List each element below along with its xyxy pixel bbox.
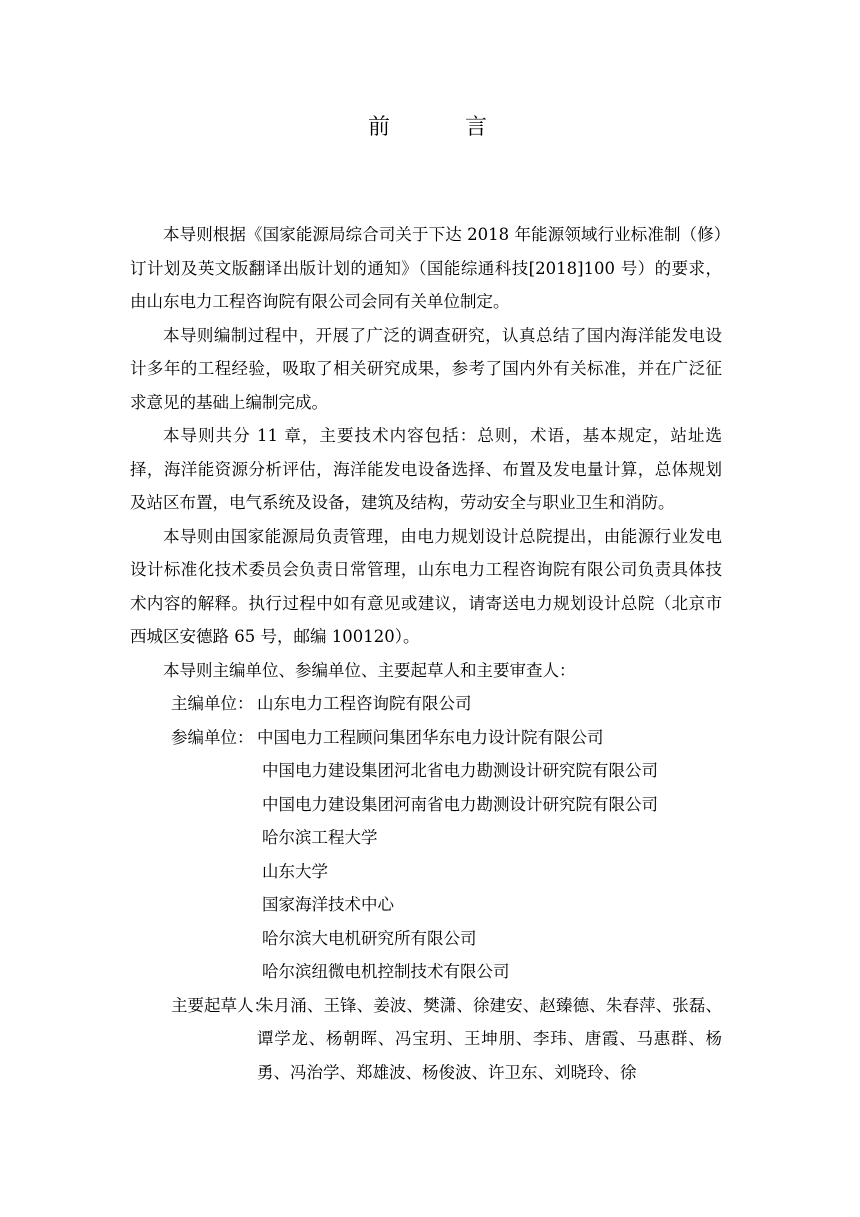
paragraph-3: 本导则共分 11 章，主要技术内容包括：总则，术语，基本规定，站址选择，海洋能资源分析评估，海洋能发电设备选择、布置及发电量计算，总体规划及站区布置，电气系统及设备，建筑及结构，劳动安全与职业卫生和消防。 bbox=[130, 426, 722, 512]
drafters-label: 主要起草人： bbox=[171, 995, 270, 1015]
title-char-1: 前 bbox=[368, 115, 391, 140]
participant-unit: 国家海洋技术中心 bbox=[262, 895, 394, 914]
participant-unit: 哈尔滨纽微电机控制技术有限公司 bbox=[262, 962, 510, 981]
paragraph-4: 本导则由国家能源局负责管理，由电力规划设计总院提出，由能源行业发电设计标准化技术委员会负责日常管理，山东电力工程咨询院有限公司负责具体技术内容的解释。执行过程中如有意见或建议，请寄送电力规划设计总院（北京市西城区安德路 65 号，邮编 100120）。 bbox=[130, 526, 722, 646]
drafters-names: 朱月涌、王锋、姜波、樊潇、徐建安、赵臻德、朱春萍、张磊、谭学龙、杨朝晖、冯宝玥、王坤朋、李玮、唐霞、马惠群、杨勇、冯治学、郑雄波、杨俊波、许卫东、刘晓玲、徐 bbox=[257, 995, 722, 1082]
participant-unit: 中国电力建设集团河北省电力勘测设计研究院有限公司 bbox=[262, 761, 658, 780]
document-body bbox=[130, 218, 722, 1089]
paragraph-2: 本导则编制过程中，开展了广泛的调查研究，认真总结了国内海洋能发电设计多年的工程经验，吸取了相关研究成果，参考了国内外有关标准，并在广泛征求意见的基础上编制完成。 bbox=[130, 325, 722, 412]
units-intro: 本导则主编单位、参编单位、主要起草人和主要审查人： bbox=[163, 660, 576, 680]
participants-list bbox=[130, 754, 722, 989]
participant-unit: 中国电力建设集团河南省电力勘测设计研究院有限公司 bbox=[262, 794, 658, 814]
paragraph-1: 本导则根据《国家能源局综合司关于下达 2018 年能源领域行业标准制（修）订计划及英文版翻译出版计划的通知》（国能综通科技[2018]100 号）的要求，由山东电力工程咨询院有限公司会同有关单位制定。 bbox=[130, 225, 722, 311]
chief-editor-label: 主编单位： bbox=[171, 694, 254, 713]
drafters-row bbox=[130, 989, 722, 1090]
participants-label: 参编单位： bbox=[171, 727, 254, 747]
title-char-2: 言 bbox=[465, 115, 488, 140]
participant-unit: 山东大学 bbox=[262, 861, 328, 881]
participant-unit: 中国电力工程顾问集团华东电力设计院有限公司 bbox=[257, 727, 604, 747]
participant-unit: 哈尔滨大电机研究所有限公司 bbox=[262, 928, 477, 948]
chief-editor-row bbox=[130, 687, 722, 721]
participants-row bbox=[130, 721, 722, 755]
participant-unit: 哈尔滨工程大学 bbox=[262, 828, 378, 847]
chief-editor-value: 山东电力工程咨询院有限公司 bbox=[257, 694, 472, 713]
